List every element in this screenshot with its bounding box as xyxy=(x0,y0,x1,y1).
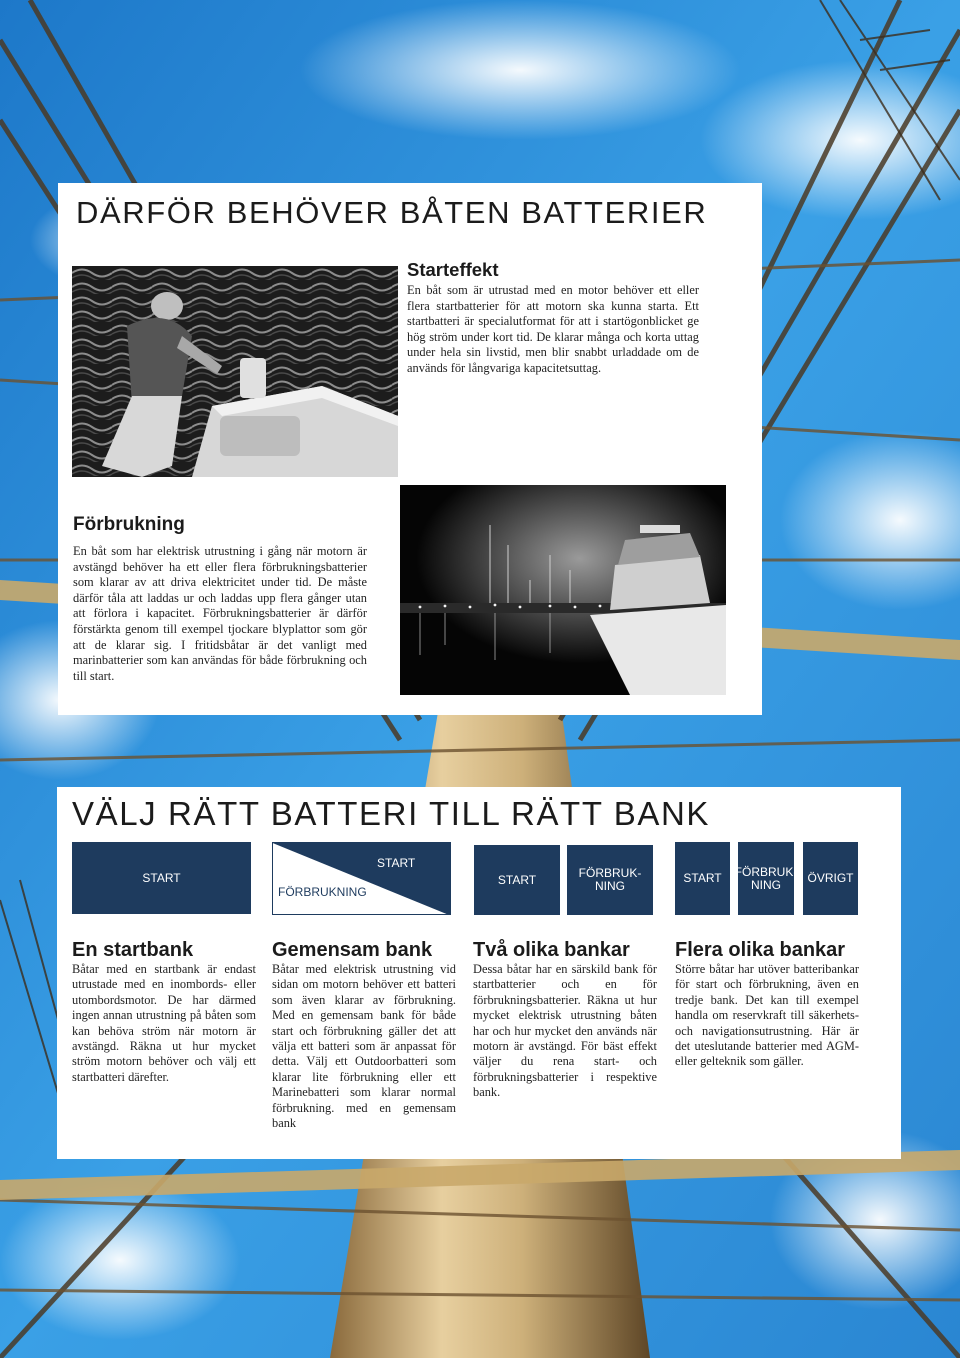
shared-bank-text: Båtar med elektrisk utrustning vid sidan om motorn behöver ett batteri som även klarar av förbrukning. Med en gemensam bank för både start och förbrukning gäller det att välja ett batteri som är anpassat för detta. Välj ett Outdoorbatteri som klarar lite förbrukning eller ett Marinebatteri som klarar normal förbrukning. med en gemensam bank xyxy=(272,962,456,1131)
diagram-single-start-bank xyxy=(72,842,251,917)
top-panel xyxy=(58,183,762,715)
photo-man-outboard-motor xyxy=(72,266,398,477)
column-single-start-bank xyxy=(72,939,256,1085)
multiple-banks-text: Större båtar har utöver batteribankar för start och förbrukning, även en tredje bank. Det kan till exempel handla om reservkraft till säkerhets- och navigationsutrustning. Här är det uteslutande batterier med AGM- eller gelteknik som gäller. xyxy=(675,962,859,1069)
two-banks-heading: Två olika bankar xyxy=(473,939,630,961)
consumption-text: En båt som har elektrisk utrustning i gång när motorn är avstängd behöver ha ett eller flera förbrukningsbatterier som klarar av att driva elektricitet under tid. De måste därför tåla att laddas ur och laddas upp flera gånger utan att förlora i kapacitet. Förbrukningsbatterier är därför förstärkta genom till exempel tjockare blyplattor som gör att de klarar sig. I fritidsbåtar är det vanligt med marinbatterier som kan användas för både förbrukning och till start. xyxy=(73,544,367,683)
multiple-banks-heading: Flera olika bankar xyxy=(675,939,846,961)
shared-bank-split-shape xyxy=(272,842,451,915)
bottom-panel xyxy=(57,787,901,1159)
diagram-shared-bank xyxy=(272,842,451,917)
shared-bank-consumption-label: FÖRBRUKNING xyxy=(278,885,367,899)
single-start-bank-heading: En startbank xyxy=(72,939,194,961)
multi-banks-consumption-box: FÖRBRUK- NING xyxy=(738,842,794,915)
multi-banks-other-box: ÖVRIGT xyxy=(803,842,858,915)
diagram-two-banks xyxy=(474,842,653,917)
single-start-bank-text: Båtar med en startbank är endast utrustade med en inombords- eller utombordsmotor. De har därmed ingen annan utrustning på båten som kan behöva ström när motorn är avstängd. Räkna ut hur mycket ström motorn behöver och välj ett startbatteri därefter. xyxy=(72,962,256,1084)
column-two-banks xyxy=(473,939,657,1101)
shared-bank-heading: Gemensam bank xyxy=(272,939,433,961)
two-banks-start-box: START xyxy=(474,845,560,915)
two-banks-text: Dessa båtar har en särskild bank för startbatterier och en för förbrukningsbatterier. Räkna ut hur mycket elektrisk utrustning båten har och hur mycket den används när motorn är avstängd. För bäst effekt väljer du rena start- och förbrukningsbatterier i respektive bank. xyxy=(473,962,657,1100)
column-multiple-banks xyxy=(675,939,859,1070)
start-bank-box: START xyxy=(72,842,251,914)
photo-night-marina-boat xyxy=(400,485,726,695)
start-effect-text: En båt som är utrustad med en motor behöver ett eller flera startbatterier för att motorn ska kunna starta. Ett startbatteri är specialutformat för att i startögonblicket ge hög ström under kort tid. De klarar många och korta uttag under hela sin livstid, men blir snabbt urladdade om de används för långvariga kapacitetsuttag. xyxy=(407,283,699,375)
consumption-heading: Förbrukning xyxy=(73,514,185,535)
multi-banks-start-box: START xyxy=(675,842,730,915)
start-effect-heading: Starteffekt xyxy=(407,259,499,280)
diagram-multiple-banks xyxy=(675,842,858,917)
shared-bank-start-label: START xyxy=(377,856,416,870)
two-banks-consumption-box: FÖRBRUK- NING xyxy=(567,845,653,915)
column-shared-bank xyxy=(272,939,456,1131)
section-title: VÄLJ RÄTT BATTERI TILL RÄTT BANK xyxy=(72,795,711,832)
page-title: DÄRFÖR BEHÖVER BÅTEN BATTERIER xyxy=(76,195,708,230)
